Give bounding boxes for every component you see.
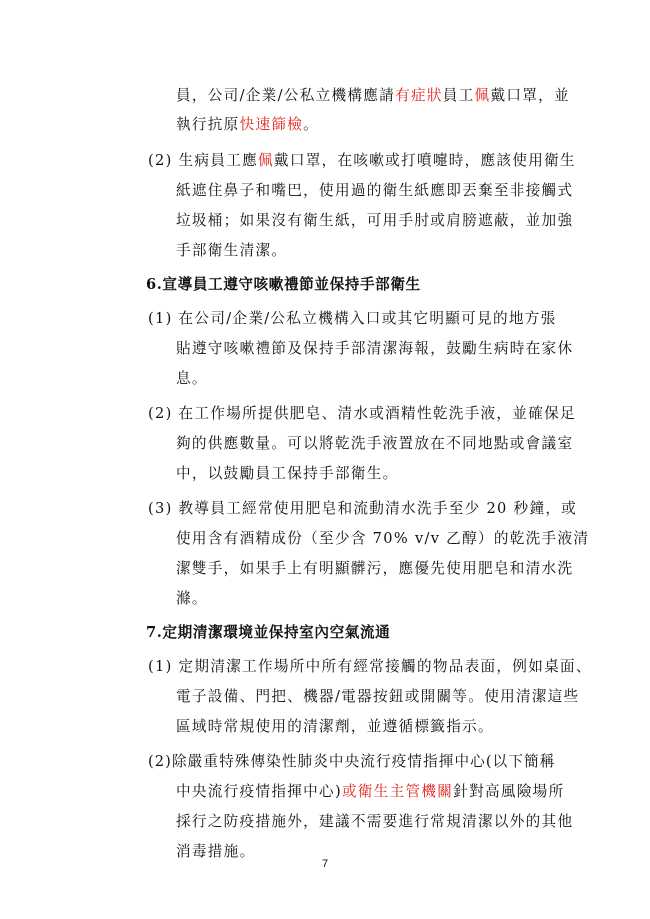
highlight-health-authority: 或衛生主管機關 — [341, 783, 454, 800]
item6-1-line-3: 息。 — [176, 370, 208, 387]
item-number: (2) — [148, 753, 172, 770]
item5-2-line-1: (2) 生病員工應佩戴口罩，在咳嗽或打噴嚏時，應該使用衛生 — [148, 152, 576, 169]
item6-1-line-2: 貼遵守咳嗽禮節及保持手部清潔海報，鼓勵生病時在家休 — [176, 340, 574, 357]
item7-1-line-3: 區域時常規使用的清潔劑，並遵循標籤指示。 — [176, 718, 494, 735]
item7-1-line-2: 電子設備、門把、機器/電器按鈕或開關等。使用清潔這些 — [176, 688, 580, 705]
highlight-wear: 佩 — [258, 152, 274, 169]
item6-3-line-3: 潔雙手，如果手上有明顯髒污，應優先使用肥皂和清水洗 — [176, 560, 574, 577]
item6-3-line-4: 滌。 — [176, 590, 208, 607]
item-number: (3) — [148, 500, 173, 517]
item6-3-line-2: 使用含有酒精成份（至少含 70% v/v 乙醇）的乾洗手液清 — [176, 530, 590, 547]
item-number: (1) — [148, 310, 173, 327]
item7-1-line-1: (1) 定期清潔工作場所中所有經常接觸的物品表面，例如桌面、 — [148, 658, 592, 675]
item6-2-line-1: (2) 在工作場所提供肥皂、清水或酒精性乾洗手液，並確保足 — [148, 405, 576, 422]
highlight-rapid-test: 快速篩檢 — [239, 116, 304, 133]
intro-line-1: 員，公司/企業/公私立機構應請有症狀員工佩戴口罩，並 — [176, 87, 570, 104]
page-number: 7 — [321, 858, 329, 870]
item7-2-line-3: 採行之防疫措施外，建議不需要進行常規清潔以外的其他 — [176, 813, 574, 830]
highlight-symptomatic: 有症狀 — [395, 87, 443, 104]
item5-2-line-2: 紙遮住鼻子和嘴巴，使用過的衛生紙應即丟棄至非接觸式 — [176, 182, 574, 199]
item7-2-line-2: 中央流行疫情指揮中心)或衛生主管機關針對高風險場所 — [176, 783, 565, 800]
item6-2-line-2: 夠的供應數量。可以將乾洗手液置放在不同地點或會議室 — [176, 435, 574, 452]
section-7-heading: 7.定期清潔環境並保持室內空氣流通 — [146, 624, 391, 641]
item-number: (1) — [148, 658, 173, 675]
item7-2-line-1: (2)除嚴重特殊傳染性肺炎中央流行疫情指揮中心(以下簡稱 — [148, 753, 556, 770]
item6-3-line-1: (3) 教導員工經常使用肥皂和流動清水洗手至少 20 秒鐘，或 — [148, 500, 578, 517]
item6-1-line-1: (1) 在公司/企業/公私立機構入口或其它明顯可見的地方張 — [148, 310, 557, 327]
item5-2-line-3: 垃圾桶；如果沒有衛生紙，可用手肘或肩膀遮蔽，並加強 — [176, 212, 574, 229]
item5-2-line-4: 手部衛生清潔。 — [176, 242, 288, 259]
item6-2-line-3: 中，以鼓勵員工保持手部衛生。 — [176, 465, 399, 482]
item7-2-line-4: 消毒措施。 — [176, 843, 256, 860]
item-number: (2) — [148, 405, 173, 422]
highlight-wear: 佩 — [474, 87, 491, 104]
section-6-heading: 6.宣導員工遵守咳嗽禮節並保持手部衛生 — [146, 276, 421, 293]
intro-line-2: 執行抗原快速篩檢。 — [176, 116, 320, 133]
item-number: (2) — [148, 152, 173, 169]
